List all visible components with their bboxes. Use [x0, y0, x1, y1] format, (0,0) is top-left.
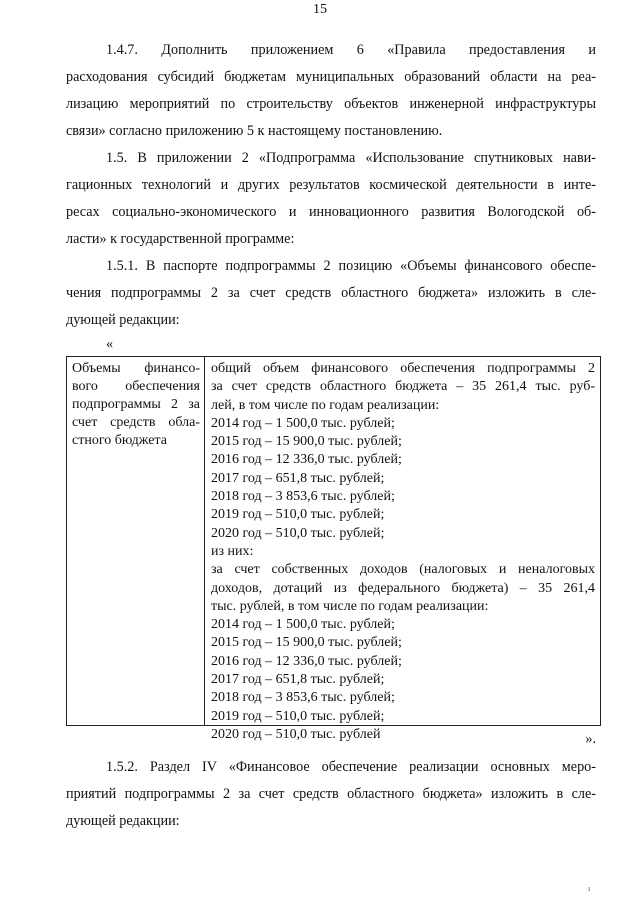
page-number: 15: [313, 2, 327, 17]
right-cell-line: 2016 год – 12 336,0 тыс. рублей;: [211, 653, 402, 669]
left-cell-line: вого обеспечения: [72, 379, 200, 394]
paragraph-1-5-2-line-3: дующей редакции:: [66, 813, 180, 829]
right-cell-line: доходов, дотаций из федерального бюджета) – 35 261,4: [211, 580, 595, 596]
right-cell-line: 2015 год – 15 900,0 тыс. рублей;: [211, 635, 402, 651]
paragraph-1-5-line-3: ресах социально-экономического и инновационного развития Вологодской об-: [66, 204, 596, 220]
paragraph-1-5-line-4: ласти» к государственной программе:: [66, 231, 295, 247]
left-cell-line: счет средств обла-: [72, 415, 200, 430]
left-cell-line: стного бюджета: [72, 433, 167, 448]
paragraph-1-5-1-line-1: 1.5.1. В паспорте подпрограммы 2 позицию «Объемы финансового обеспе-: [106, 258, 596, 274]
right-cell-line: 2018 год – 3 853,6 тыс. рублей;: [211, 690, 395, 706]
paragraph-1-4-7-line-3: лизацию мероприятий по строительству объектов инженерной инфраструктуры: [66, 96, 596, 112]
right-cell-line: 2016 год – 12 336,0 тыс. рублей;: [211, 452, 402, 468]
paragraph-1-4-7-line-4: связи» согласно приложению 5 к настоящему постановлению.: [66, 123, 443, 139]
right-cell-line: 2017 год – 651,8 тыс. рублей;: [211, 470, 385, 486]
close-quote: ».: [585, 731, 596, 747]
right-cell-line: 2017 год – 651,8 тыс. рублей;: [211, 672, 385, 688]
paragraph-1-5-1-line-3: дующей редакции:: [66, 312, 180, 328]
right-cell-line: 2014 год – 1 500,0 тыс. рублей;: [211, 617, 395, 633]
right-cell-line: лей, в том числе по годам реализации:: [211, 397, 440, 413]
paragraph-1-5-1-line-2: чения подпрограммы 2 за счет средств областного бюджета» изложить в сле-: [66, 285, 596, 301]
table-column-divider: [204, 357, 205, 725]
paragraph-1-5-line-1: 1.5. В приложении 2 «Подпрограмма «Использование спутниковых нави-: [106, 150, 596, 166]
right-cell-line: 2014 год – 1 500,0 тыс. рублей;: [211, 415, 395, 431]
open-quote: «: [106, 336, 114, 352]
paragraph-1-5-2-line-2: приятий подпрограммы 2 за счет средств областного бюджета» изложить в сле-: [66, 786, 596, 802]
right-cell-line: 2019 год – 510,0 тыс. рублей;: [211, 708, 385, 724]
right-cell-line: за счет средств областного бюджета – 35 261,4 тыс. руб-: [211, 379, 595, 395]
paragraph-1-4-7-line-1: 1.4.7. Дополнить приложением 6 «Правила предоставления и: [106, 42, 596, 58]
funding-table: [66, 356, 601, 742]
right-cell-line: общий объем финансового обеспечения подпрограммы 2: [211, 361, 595, 376]
right-cell-line: 2020 год – 510,0 тыс. рублей;: [211, 525, 385, 541]
right-cell-line: 2020 год – 510,0 тыс. рублей: [211, 726, 381, 742]
right-cell-line: 2019 год – 510,0 тыс. рублей;: [211, 507, 385, 523]
left-cell-line: подпрограммы 2 за: [72, 397, 200, 412]
right-cell-line: 2015 год – 15 900,0 тыс. рублей;: [211, 434, 402, 450]
right-cell-line: тыс. рублей, в том числе по годам реализации:: [211, 598, 489, 614]
right-cell-line: из них:: [211, 543, 254, 559]
right-cell-line: 2018 год – 3 853,6 тыс. рублей;: [211, 489, 395, 505]
table-right-cell: [211, 360, 595, 744]
paragraph-1-5-2-line-1: 1.5.2. Раздел IV «Финансовое обеспечение реализации основных меро-: [106, 759, 596, 775]
margin-mark: ı: [588, 884, 591, 893]
paragraph-1-5-line-2: гационных технологий и других результатов космической деятельности в инте-: [66, 177, 596, 193]
paragraph-1-4-7-line-2: расходования субсидий бюджетам муниципальных образований области на реа-: [66, 69, 596, 85]
left-cell-line: Объемы финансо-: [72, 361, 200, 376]
right-cell-line: за счет собственных доходов (налоговых и неналоговых: [211, 562, 595, 578]
table-left-cell: [72, 360, 200, 450]
